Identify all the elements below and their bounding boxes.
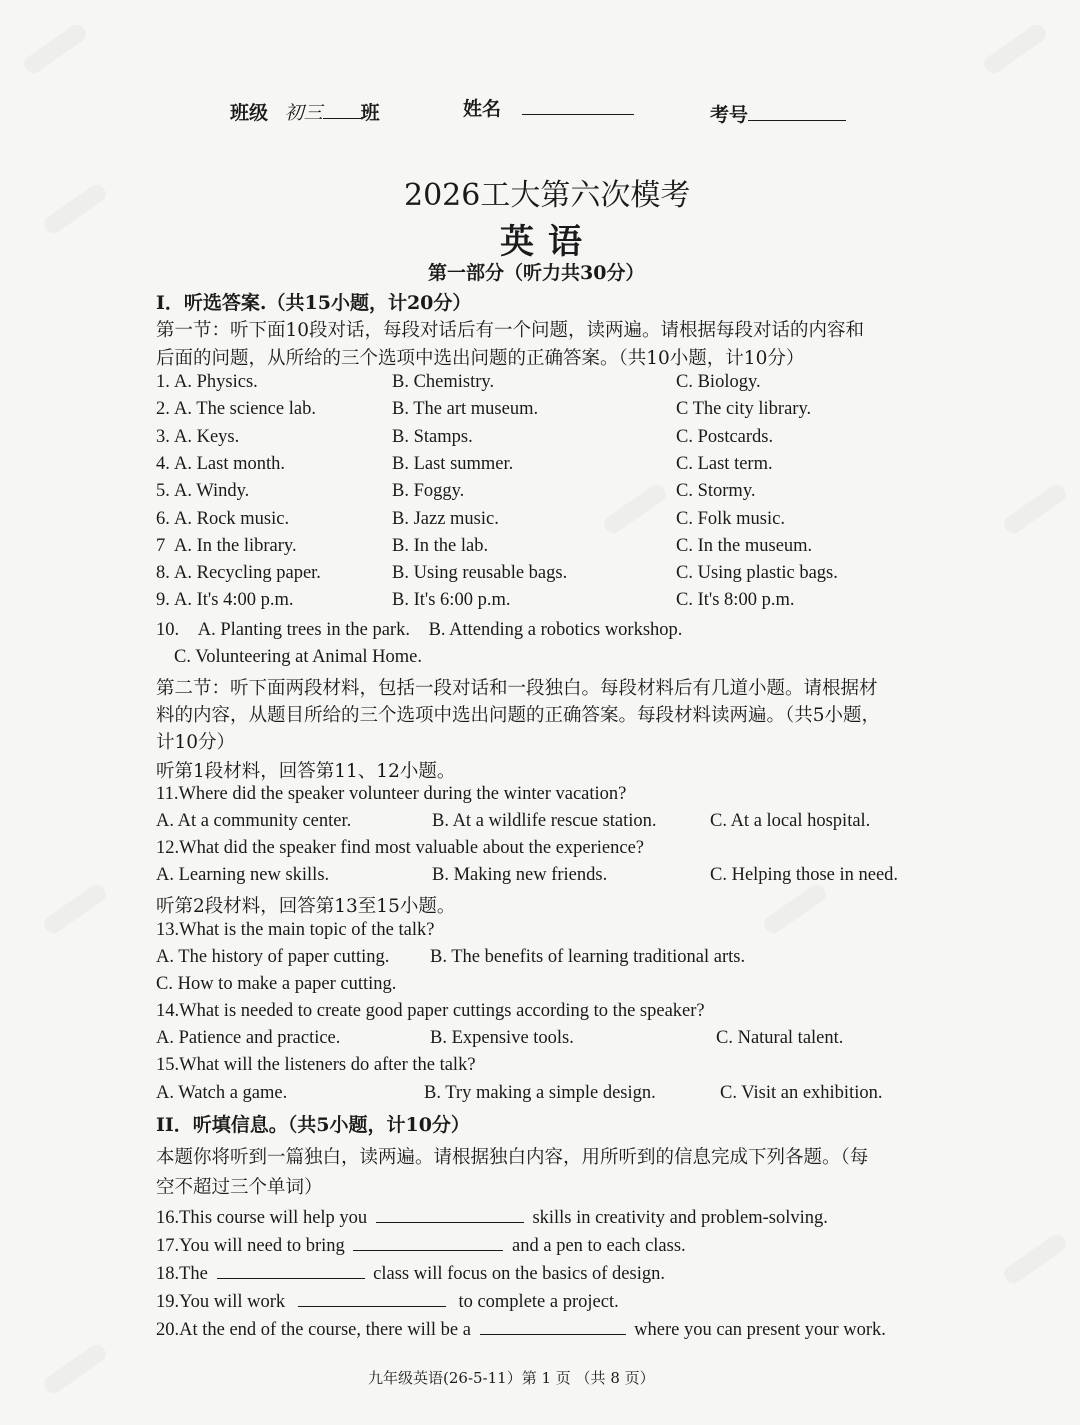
q14-stem: 14.What is needed to create good paper cuttings according to the speaker? xyxy=(156,1001,705,1021)
option-a[interactable]: A. In the library. xyxy=(174,536,297,556)
question-number: 6. xyxy=(156,509,170,529)
watermark xyxy=(601,482,669,537)
question-number: 1. xyxy=(156,372,170,392)
option-b[interactable]: B. The art museum. xyxy=(392,399,539,419)
fill-18-after: class will focus on the basics of design. xyxy=(373,1264,665,1284)
question-number: 4. xyxy=(156,454,170,474)
material1-label: 听第1段材料，回答第11、12小题。 xyxy=(156,761,456,782)
option-a[interactable]: A. Rock music. xyxy=(174,509,290,529)
fill-19-before: 19.You will work xyxy=(156,1292,286,1312)
section2-heading: II．听填信息。（共5小题，计10分） xyxy=(156,1114,470,1136)
fill-19-blank[interactable] xyxy=(298,1288,446,1307)
section1-instr-line1: 第一节：听下面10段对话，每段对话后有一个问题，读两遍。请根据每段对话的内容和 xyxy=(156,320,865,341)
option-c[interactable]: C. Using plastic bags. xyxy=(676,563,838,583)
fill-18-blank[interactable] xyxy=(217,1260,365,1279)
option-c[interactable]: C. It's 8:00 p.m. xyxy=(676,590,795,610)
fill-16-before: 16.This course will help you xyxy=(156,1208,368,1228)
class-suffix: 班 xyxy=(360,102,380,124)
watermark xyxy=(981,22,1049,77)
option-c[interactable]: C. In the museum. xyxy=(676,536,813,556)
fill-18 xyxy=(156,1260,665,1285)
section2-instr-line2: 空不超过三个单词） xyxy=(156,1177,323,1198)
option-b[interactable]: B. Using reusable bags. xyxy=(392,563,568,583)
option-b[interactable]: B. It's 6:00 p.m. xyxy=(392,590,511,610)
fill-20-before: 20.At the end of the course, there will be a xyxy=(156,1320,471,1340)
option-a[interactable]: A. Last month. xyxy=(174,454,285,474)
watermark xyxy=(1001,1232,1069,1287)
option-b[interactable]: B. Foggy. xyxy=(392,481,465,501)
option-b[interactable]: B. Attending a robotics workshop. xyxy=(428,620,683,640)
fill-17-before: 17.You will need to bring xyxy=(156,1236,345,1256)
option-a[interactable]: A. Physics. xyxy=(174,372,258,392)
exam-no-label: 考号 xyxy=(710,104,749,126)
section1-sub2-line3: 计10分） xyxy=(156,732,236,753)
watermark xyxy=(41,1342,109,1397)
question-number: 8. xyxy=(156,563,170,583)
option-b[interactable]: B. Chemistry. xyxy=(392,372,495,392)
q14-option-a[interactable]: A. Patience and practice. xyxy=(156,1028,341,1048)
q11-option-c[interactable]: C. At a local hospital. xyxy=(710,811,871,831)
fill-20 xyxy=(156,1316,886,1341)
question-number: 5. xyxy=(156,481,170,501)
material2-label: 听第2段材料，回答第13至15小题。 xyxy=(156,896,456,917)
option-c[interactable]: C. Folk music. xyxy=(676,509,785,529)
class-value: 初三 xyxy=(284,102,323,124)
option-a[interactable]: A. Windy. xyxy=(174,481,250,501)
question-number: 9. xyxy=(156,590,170,610)
q13-option-c[interactable]: C. How to make a paper cutting. xyxy=(156,974,397,994)
q12-option-a[interactable]: A. Learning new skills. xyxy=(156,865,330,885)
option-c[interactable]: C. Biology. xyxy=(676,372,761,392)
fill-19-after: to complete a project. xyxy=(458,1292,619,1312)
option-c[interactable]: C. Last term. xyxy=(676,454,773,474)
exam-title: 2026工大第六次模考 xyxy=(404,178,691,213)
watermark xyxy=(1001,482,1069,537)
fill-17-after: and a pen to each class. xyxy=(512,1236,686,1256)
question-number: 7 xyxy=(156,536,166,556)
question-number: 3. xyxy=(156,427,170,447)
fill-16 xyxy=(156,1204,828,1229)
section1-heading: I．听选答案.（共15小题，计20分） xyxy=(156,292,472,314)
option-a[interactable]: A. The science lab. xyxy=(174,399,316,419)
option-b[interactable]: B. Last summer. xyxy=(392,454,514,474)
q13-option-a[interactable]: A. The history of paper cutting. xyxy=(156,947,390,967)
class-blank[interactable] xyxy=(323,100,361,119)
watermark xyxy=(41,882,109,937)
q14-option-c[interactable]: C. Natural talent. xyxy=(716,1028,844,1048)
class-field xyxy=(230,98,380,125)
option-b[interactable]: B. Stamps. xyxy=(392,427,473,447)
option-a[interactable]: A. Planting trees in the park. xyxy=(197,620,410,640)
q12-option-c[interactable]: C. Helping those in need. xyxy=(710,865,899,885)
q11-stem: 11.Where did the speaker volunteer during the winter vacation? xyxy=(156,784,627,804)
fill-16-after: skills in creativity and problem-solving. xyxy=(532,1208,828,1228)
fill-16-blank[interactable] xyxy=(376,1204,524,1223)
q11-option-b[interactable]: B. At a wildlife rescue station. xyxy=(432,811,657,831)
fill-17 xyxy=(156,1232,686,1257)
watermark xyxy=(761,882,829,937)
option-a[interactable]: A. It's 4:00 p.m. xyxy=(174,590,294,610)
q13-stem: 13.What is the main topic of the talk? xyxy=(156,920,435,940)
section1-sub2-line2: 料的内容，从题目所给的三个选项中选出问题的正确答案。每段材料读两遍。（共5小题， xyxy=(156,705,881,726)
option-c[interactable]: C. Stormy. xyxy=(676,481,756,501)
q14-option-b[interactable]: B. Expensive tools. xyxy=(430,1028,574,1048)
fill-18-before: 18.The xyxy=(156,1264,208,1284)
fill-19 xyxy=(156,1288,619,1313)
exam-no-blank[interactable] xyxy=(748,102,846,121)
fill-20-blank[interactable] xyxy=(480,1316,626,1335)
page-footer: 九年级英语(26-5-11）第 1 页 （共 8 页） xyxy=(368,1369,655,1387)
option-a[interactable]: A. Keys. xyxy=(174,427,240,447)
q15-option-a[interactable]: A. Watch a game. xyxy=(156,1083,288,1103)
q15-option-b[interactable]: B. Try making a simple design. xyxy=(424,1083,656,1103)
watermark xyxy=(41,182,109,237)
option-b[interactable]: B. Jazz music. xyxy=(392,509,499,529)
option-b[interactable]: B. In the lab. xyxy=(392,536,489,556)
exam-no-field xyxy=(710,100,846,127)
section2-instr-line1: 本题你将听到一篇独白，读两遍。请根据独白内容，用所听到的信息完成下列各题。（每 xyxy=(156,1147,869,1168)
watermark xyxy=(21,22,89,77)
q12-stem: 12.What did the speaker find most valuable about the experience? xyxy=(156,838,645,858)
fill-20-after: where you can present your work. xyxy=(634,1320,886,1340)
name-field xyxy=(463,94,634,121)
name-blank[interactable] xyxy=(522,96,634,115)
q11-option-a[interactable]: A. At a community center. xyxy=(156,811,352,831)
section1-sub2-line1: 第二节：听下面两段材料，包括一段对话和一段独白。每段材料后有几道小题。请根据材 xyxy=(156,678,878,699)
q10-row xyxy=(156,620,682,641)
option-c[interactable]: C. Postcards. xyxy=(676,427,774,447)
q13-option-b[interactable]: B. The benefits of learning traditional arts. xyxy=(430,947,746,967)
subject-title: 英语 xyxy=(500,222,596,262)
part1-title: 第一部分（听力共30分） xyxy=(428,262,645,284)
name-label: 姓名 xyxy=(463,98,502,120)
fill-17-blank[interactable] xyxy=(353,1232,503,1251)
question-number: 2. xyxy=(156,399,170,419)
q12-option-b[interactable]: B. Making new friends. xyxy=(432,865,608,885)
section1-instr-line2: 后面的问题，从所给的三个选项中选出问题的正确答案。（共10小题，计10分） xyxy=(156,348,805,369)
question-number: 10. xyxy=(156,620,180,640)
q15-option-c[interactable]: C. Visit an exhibition. xyxy=(720,1083,883,1103)
class-label: 班级 xyxy=(230,102,269,124)
q15-stem: 15.What will the listeners do after the talk? xyxy=(156,1055,476,1075)
option-a[interactable]: A. Recycling paper. xyxy=(174,563,321,583)
option-c[interactable]: C The city library. xyxy=(676,399,812,419)
option-c[interactable]: C. Volunteering at Animal Home. xyxy=(174,647,423,667)
